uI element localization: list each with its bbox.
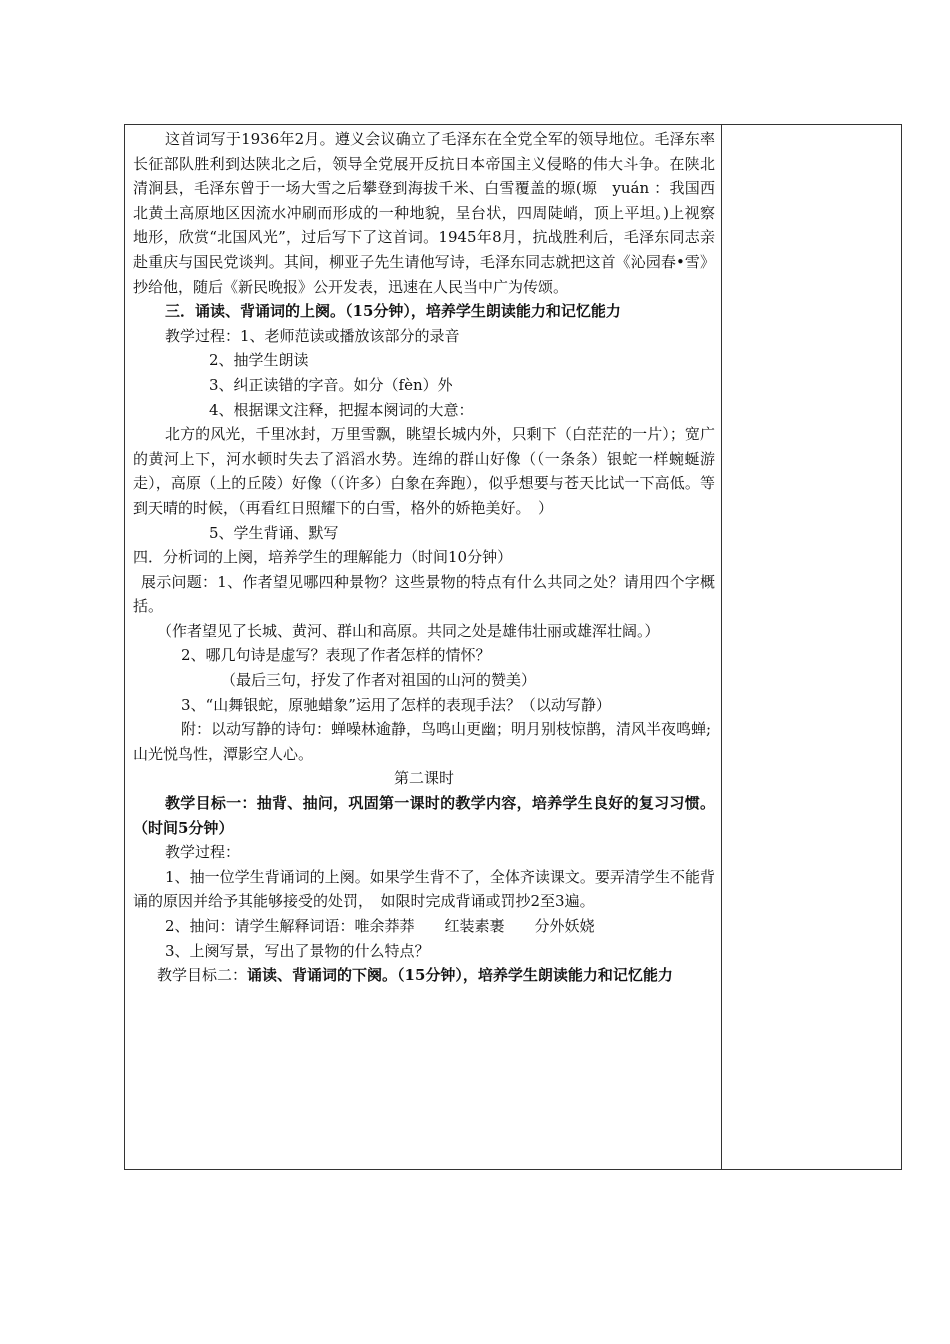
teaching-process-line: 教学过程：1、老师范读或播放该部分的录音 [165, 326, 460, 345]
section-four-heading: 四．分析词的上阕，培养学生的理解能力（时间10分钟） [133, 548, 513, 567]
goal-two-text: 诵读、背诵词的下阕。（15分钟），培养学生朗读能力和记忆能力 [247, 966, 673, 985]
question-2: 2、哪几句诗是虚写？表现了作者怎样的情怀？ [181, 646, 491, 665]
task-2: 2、抽问：请学生解释词语：唯余莽莽 红装素裹 分外妖娆 [165, 917, 595, 935]
task-3: 3、上阕写景，写出了景物的什么特点？ [165, 941, 430, 960]
meaning-paragraph: 北方的风光，千里冰封，万里雪飘，眺望长城内外，只剩下（白茫茫的一片）；宽广的黄河上下，河水顿时失去了滔滔水势。连绵的群山好像（（一条条）银蛇一样蜿蜒游走），高原（上的丘陵）好像（（许多）白象在奔跑），似乎想要与苍天比试一下高低。等到天晴的时候，（再看红日照耀下的白雪，格外的娇艳美好。 ） [133, 425, 715, 517]
goal-two-prefix: 教学目标二： [157, 966, 248, 985]
question-1: 展示问题：1、作者望见哪四种景物？这些景物的特点有什么共同之处？请用四个字概括。 [133, 572, 715, 616]
answer-2: （最后三句，抒发了作者对祖国的山河的赞美） [221, 671, 537, 690]
column-divider [721, 125, 722, 1169]
question-3: 3、“山舞银蛇，原驰蜡象”运用了怎样的表现手法？（以动写静） [181, 695, 611, 714]
section-three-heading: 三．诵读、背诵词的上阕。（15分钟），培养学生朗读能力和记忆能力 [165, 302, 621, 321]
goal-one: 教学目标一：抽背、抽问，巩固第一课时的教学内容，培养学生良好的复习习惯。（时间5分钟） [133, 794, 715, 837]
appendix-poems: 附：以动写静的诗句：蝉噪林逾静，鸟鸣山更幽；明月别枝惊鹊，清风半夜鸣蝉; [181, 720, 712, 739]
step-3: 3、纠正读错的字音。如分（fèn）外 [209, 375, 453, 394]
appendix-poems-cont: 山光悦鸟性，潭影空人心。 [133, 744, 314, 763]
lesson-plan-table [124, 124, 902, 1170]
task-1: 1、抽一位学生背诵词的上阕。如果学生背不了，全体齐读课文。要弄清学生不能背诵的原因并给予其能够接受的处罚， 如限时完成背诵或罚抄2至3遍。 [133, 867, 715, 911]
step-2: 2、抽学生朗读 [209, 351, 309, 370]
goal-two [133, 963, 715, 988]
step-5: 5、学生背诵、默写 [209, 523, 339, 542]
background-paragraph: 这首词写于1936年2月。遵义会议确立了毛泽东在全党全军的领导地位。毛泽东率长征部队胜利到达陕北之后，领导全党展开反抗日本帝国主义侵略的伟大斗争。在陕北清涧县，毛泽东曾于一场大雪之后攀登到海拔千米、白雪覆盖的塬(塬 yuán ：我国西北黄土高原地区因流水冲刷而形成的一种地貌，呈台状，四周陡峭，顶上平坦。)上视察地形，欣赏“北国风光”，过后写下了这首词。1945年8月，抗战胜利后，毛泽东同志亲赴重庆与国民党谈判。其间，柳亚子先生请他写诗，毛泽东同志就把这首《沁园春•雪》抄给他，随后《新民晚报》公开发表，迅速在人民当中广为传颂。 [133, 130, 715, 296]
lesson-two-title: 第二课时 [393, 769, 454, 788]
teaching-process-label: 教学过程： [165, 843, 241, 862]
step-4: 4、根据课文注释，把握本阕词的大意： [209, 400, 474, 419]
answer-1: （作者望见了长城、黄河、群山和高原。共同之处是雄伟壮丽或雄浑壮阔。） [157, 621, 660, 640]
lesson-content [133, 127, 715, 988]
